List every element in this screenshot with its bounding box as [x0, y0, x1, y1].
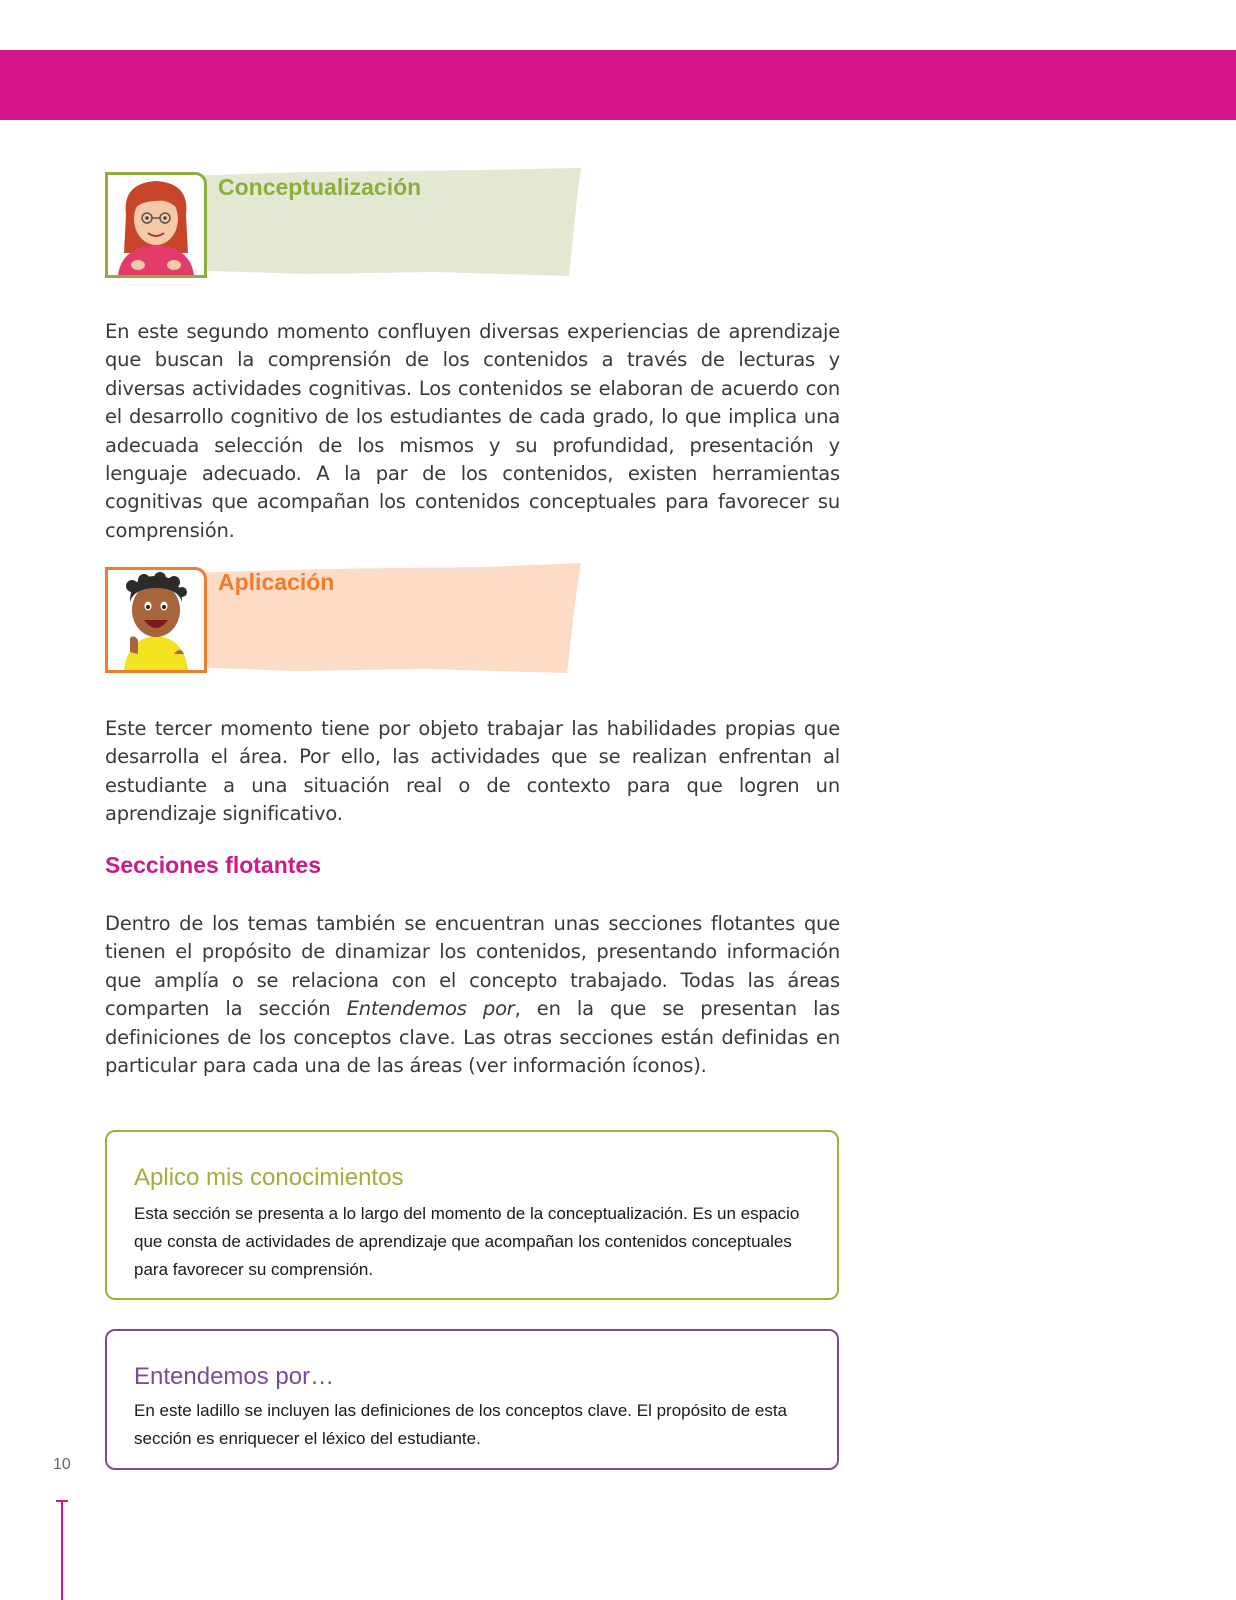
section-name-italic: Entendemos por — [346, 997, 515, 1021]
aplicacion-header — [105, 563, 585, 673]
aplicacion-title: Aplicación — [218, 569, 335, 595]
secciones-flotantes-paragraph — [105, 910, 840, 1080]
student-avatar — [105, 567, 207, 673]
page-number: 10 — [53, 1456, 71, 1473]
conceptualizacion-paragraph: En este segundo momento confluyen diversas experiencias de aprendizaje que buscan la comprensión de los contenidos a través de lecturas y diversas actividades cognitivas. Los contenidos se elaboran de acuerdo con el desarrollo cognitivo de los estudiantes de cada grado, lo que implica una adecuada selección de los mismos y su profundidad, presentación y lenguaje adecuado. A la par de los contenidos, existen herramientas cognitivas que acompañan los contenidos conceptuales para favorecer su comprensión. — [105, 320, 840, 542]
aplicacion-paragraph: Este tercer momento tiene por objeto trabajar las habilidades propias que desarrolla el área. Por ello, las actividades que se realizan enfrentan al estudiante a una situación real o de contexto para que logren un aprendizaje significativo. — [105, 717, 840, 826]
paragraph-text: , en la que se presentan las definiciones de los conceptos clave. Las otras secciones están definidas en particular para cada una de las áreas (ver información íconos). — [105, 997, 841, 1078]
paragraph-text: Dentro de los temas también se encuentran unas secciones flotantes que tienen el propósito de dinamizar los contenidos, presentando información que amplía o se relaciona con el concepto trabajado. Todas las áreas comparten la sección — [105, 912, 840, 1021]
conceptualizacion-header — [105, 168, 585, 278]
teacher-avatar — [105, 172, 207, 278]
conceptualizacion-title: Conceptualización — [218, 174, 422, 200]
entendemos-text: En este ladillo se incluyen las definiciones de los conceptos clave. El propósito de esta sección es enriquecer el léxico del estudiante. — [134, 1401, 787, 1448]
aplico-title: Aplico mis conocimientos — [134, 1164, 404, 1191]
aplico-box — [105, 1130, 839, 1300]
secciones-flotantes-heading: Secciones flotantes — [105, 852, 322, 878]
boy-character-icon — [108, 570, 204, 670]
entendemos-box — [105, 1329, 839, 1470]
entendemos-title: Entendemos por… — [134, 1363, 335, 1390]
page-margin-rule — [61, 1500, 63, 1600]
aplico-text: Esta sección se presenta a lo largo del momento de la conceptualización. Es un espacio que consta de actividades de aprendizaje que acompañan los contenidos conceptuales para favorecer su comprensión. — [134, 1204, 800, 1279]
top-color-band — [0, 50, 1236, 120]
girl-character-icon — [108, 175, 204, 275]
